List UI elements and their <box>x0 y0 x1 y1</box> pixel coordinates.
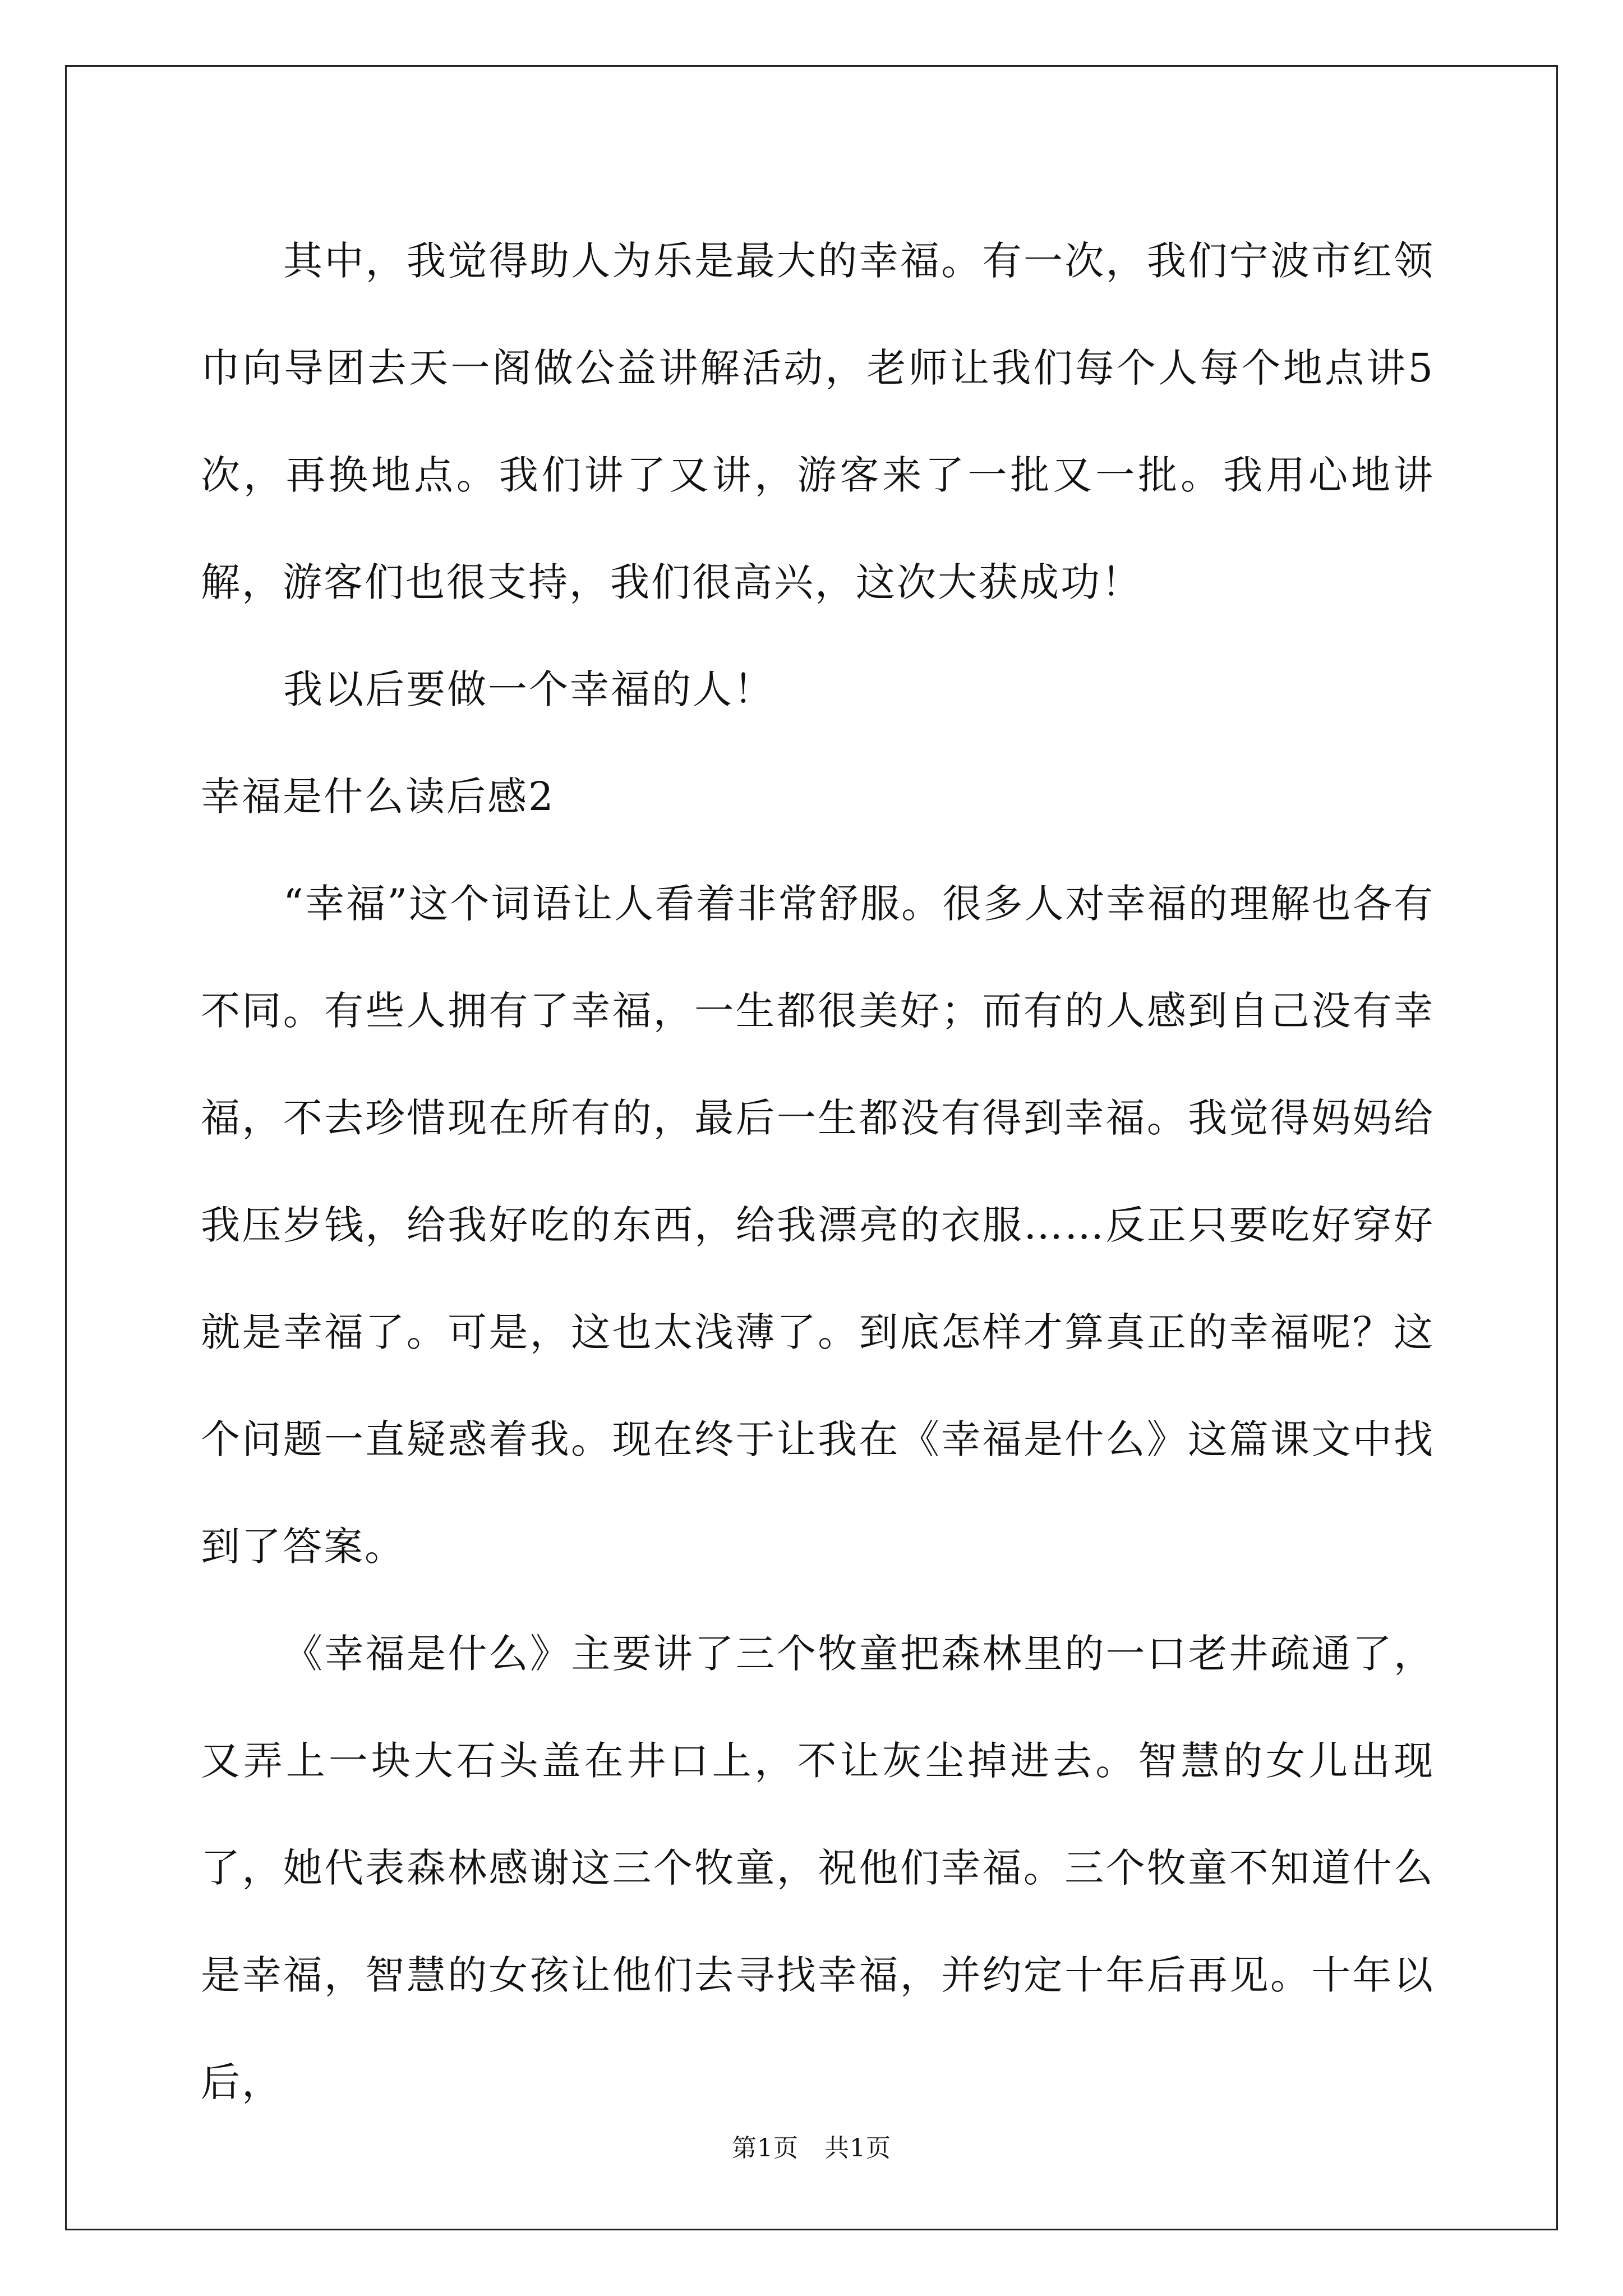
paragraph-helping-others: 其中，我觉得助人为乐是最大的幸福。有一次，我们宁波市红领巾向导团去天一阁做公益讲解活动，老师让我们每个人每个地点讲5次，再换地点。我们讲了又讲，游客来了一批又一批。我用心地讲解，游客们也很支持，我们很高兴，这次大获成功！ <box>201 238 1435 605</box>
document-body <box>201 208 1435 2136</box>
paragraph-happy-person: 我以后要做一个幸福的人！ <box>283 666 774 712</box>
page-footer <box>0 2132 1623 2165</box>
paragraph-story-summary: 《幸福是什么》主要讲了三个牧童把森林里的一口老井疏通了，又弄上一块大石头盖在井口上，不让灰尘掉进去。智慧的女儿出现了，她代表森林感谢这三个牧童，祝他们幸福。三个牧童不知道什么是幸福，智慧的女孩让他们去寻找幸福，并约定十年后再见。十年以后， <box>201 1631 1435 2105</box>
page-number: 第1页 <box>732 2134 799 2162</box>
section-title: 幸福是什么读后感2 <box>201 774 555 820</box>
paragraph-meaning-of-happiness: “幸福”这个词语让人看着非常舒服。很多人对幸福的理解也各有不同。有些人拥有了幸福，一生都很美好；而有的人感到自己没有幸福，不去珍惜现在所有的，最后一生都没有得到幸福。我觉得妈妈给我压岁钱，给我好吃的东西，给我漂亮的衣服……反正只要吃好穿好就是幸福了。可是，这也太浅薄了。到底怎样才算真正的幸福呢？这个问题一直疑惑着我。现在终于让我在《幸福是什么》这篇课文中找到了答案。 <box>201 881 1435 1570</box>
page-total: 共1页 <box>824 2134 891 2162</box>
